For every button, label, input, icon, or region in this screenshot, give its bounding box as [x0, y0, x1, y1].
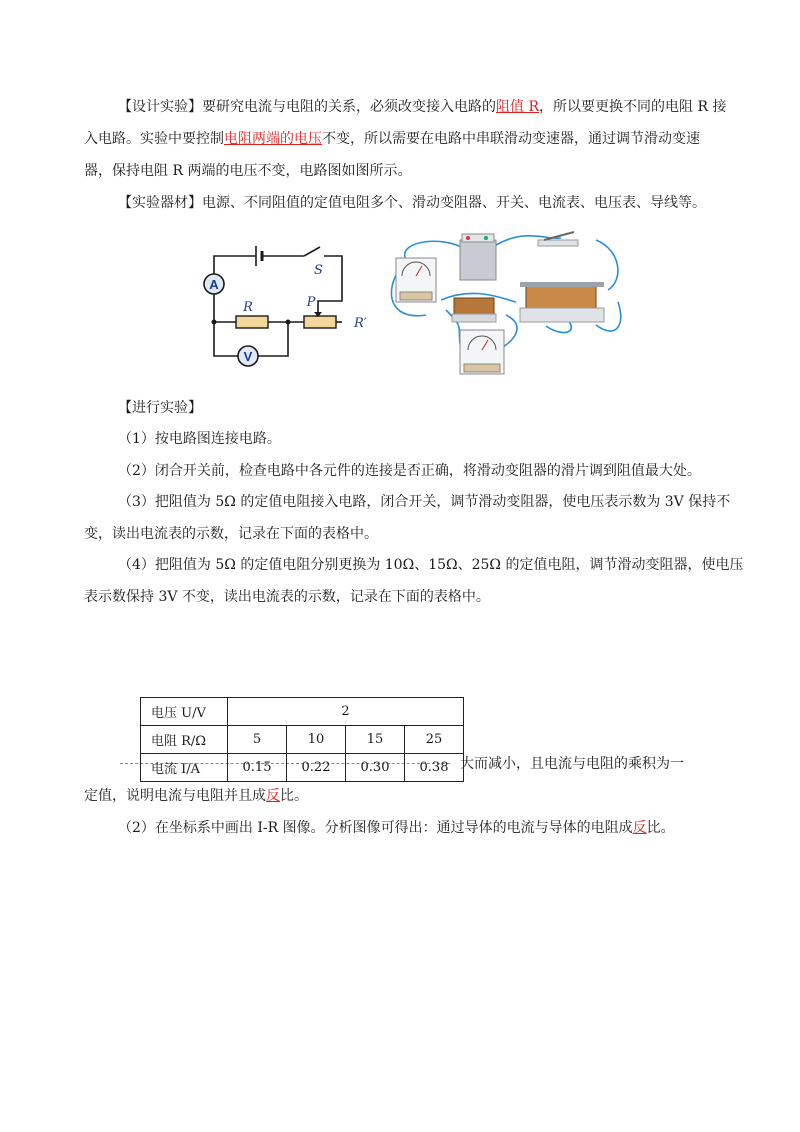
design-line-1: [118, 97, 726, 117]
circuit-diagram: [196, 236, 376, 376]
conclusion-text-a: （2）在坐标系中画出 I-R 图像。分析图像可得出：通过导体的电流与导体的电阻成: [118, 820, 633, 836]
highlight-voltage: 电阻两端的电压: [224, 131, 322, 147]
design-text-1c: ，所以要更换不同的电阻 R 接: [539, 99, 727, 115]
procedure-step-4a: （4）把阻值为 5Ω 的定值电阻分别更换为 10Ω、15Ω、25Ω 的定值电阻，调节滑动变阻器，使电压: [118, 557, 744, 573]
switch-label: S: [314, 263, 323, 278]
procedure-tag: 【进行实验】: [118, 400, 202, 416]
rheostat-label: R′: [354, 316, 367, 331]
equipment-tag: 【实验器材】: [118, 195, 202, 211]
design-text-2a: 入电路。实验中要控制: [84, 131, 224, 147]
table-row: [141, 754, 464, 782]
resistance-cell: 5: [228, 726, 287, 754]
battery-box-icon: [460, 234, 496, 280]
equipment-text: 电源、不同阻值的定值电阻多个、滑动变阻器、开关、电流表、电压表、导线等。: [202, 195, 706, 211]
analysis-text-2c: 比。: [280, 788, 308, 804]
resistance-label-cell: 电阻 R/Ω: [141, 726, 228, 754]
design-text-1a: 要研究电流与电阻的关系，必须改变接入电路的: [202, 99, 496, 115]
resistance-cell: 10: [287, 726, 346, 754]
conclusion-line: [118, 818, 675, 838]
procedure-step-3b: 变，读出电流表的示数，记录在下面的表格中。: [84, 526, 378, 542]
procedure-step-4b: 表示数保持 3V 不变，读出电流表的示数，记录在下面的表格中。: [84, 589, 490, 605]
resistor-icon: [236, 316, 268, 328]
resistor-label: R: [243, 300, 253, 315]
design-tag: 【设计实验】: [118, 99, 202, 115]
ammeter-label: A: [209, 277, 219, 292]
equipment-line: [118, 193, 706, 213]
procedure-step-1: （1）按电路图连接电路。: [118, 431, 281, 447]
design-line-3: 器，保持电阻 R 两端的电压不变，电路图如图所示。: [84, 163, 412, 179]
voltage-label-cell: 电压 U/V: [141, 698, 228, 726]
resistor-small-icon: [452, 298, 496, 322]
current-cell: 0.15: [228, 754, 287, 782]
meter-bottom-icon: [460, 330, 504, 374]
resistance-cell: 15: [346, 726, 405, 754]
design-text-2c: 不变，所以需要在电路中串联滑动变速器，通过调节滑动变速: [322, 131, 700, 147]
data-table: [140, 697, 464, 782]
knife-switch-icon: [538, 232, 578, 246]
apparatus-photo: [386, 230, 626, 380]
table-row: [141, 698, 464, 726]
current-cell: 0.30: [346, 754, 405, 782]
voltmeter-label: V: [243, 349, 253, 364]
rheostat-large-icon: [520, 282, 604, 322]
highlight-inverse-1: 反: [266, 788, 280, 804]
analysis-line-2: [84, 786, 308, 806]
meter-left-icon: [396, 258, 436, 302]
rheostat-icon: [304, 316, 336, 328]
table-row: [141, 726, 464, 754]
current-cell: 0.38: [405, 754, 464, 782]
procedure-step-3a: （3）把阻值为 5Ω 的定值电阻接入电路，闭合开关，调节滑动变阻器，使电压表示数为 3V 保持不: [118, 494, 731, 510]
current-label-cell: 电流 I/A: [141, 754, 228, 782]
conclusion-text-c: 比。: [646, 820, 675, 836]
analysis-text-2a: 定值，说明电流与电阻并且成: [84, 788, 266, 804]
highlight-inverse-2: 反: [632, 820, 647, 836]
highlight-resistance: 阻值 R: [496, 99, 539, 115]
analysis-line-1-tail: 大而减小，且电流与电阻的乘积为一: [460, 756, 684, 772]
design-line-2: [84, 129, 700, 149]
current-cell: 0.22: [287, 754, 346, 782]
slider-label: P: [306, 295, 316, 310]
resistance-cell: 25: [405, 726, 464, 754]
procedure-step-2: （2）闭合开关前，检查电路中各元件的连接是否正确，将滑动变阻器的滑片调到阻值最大处。: [118, 463, 701, 479]
voltage-value-cell: 2: [228, 698, 464, 726]
